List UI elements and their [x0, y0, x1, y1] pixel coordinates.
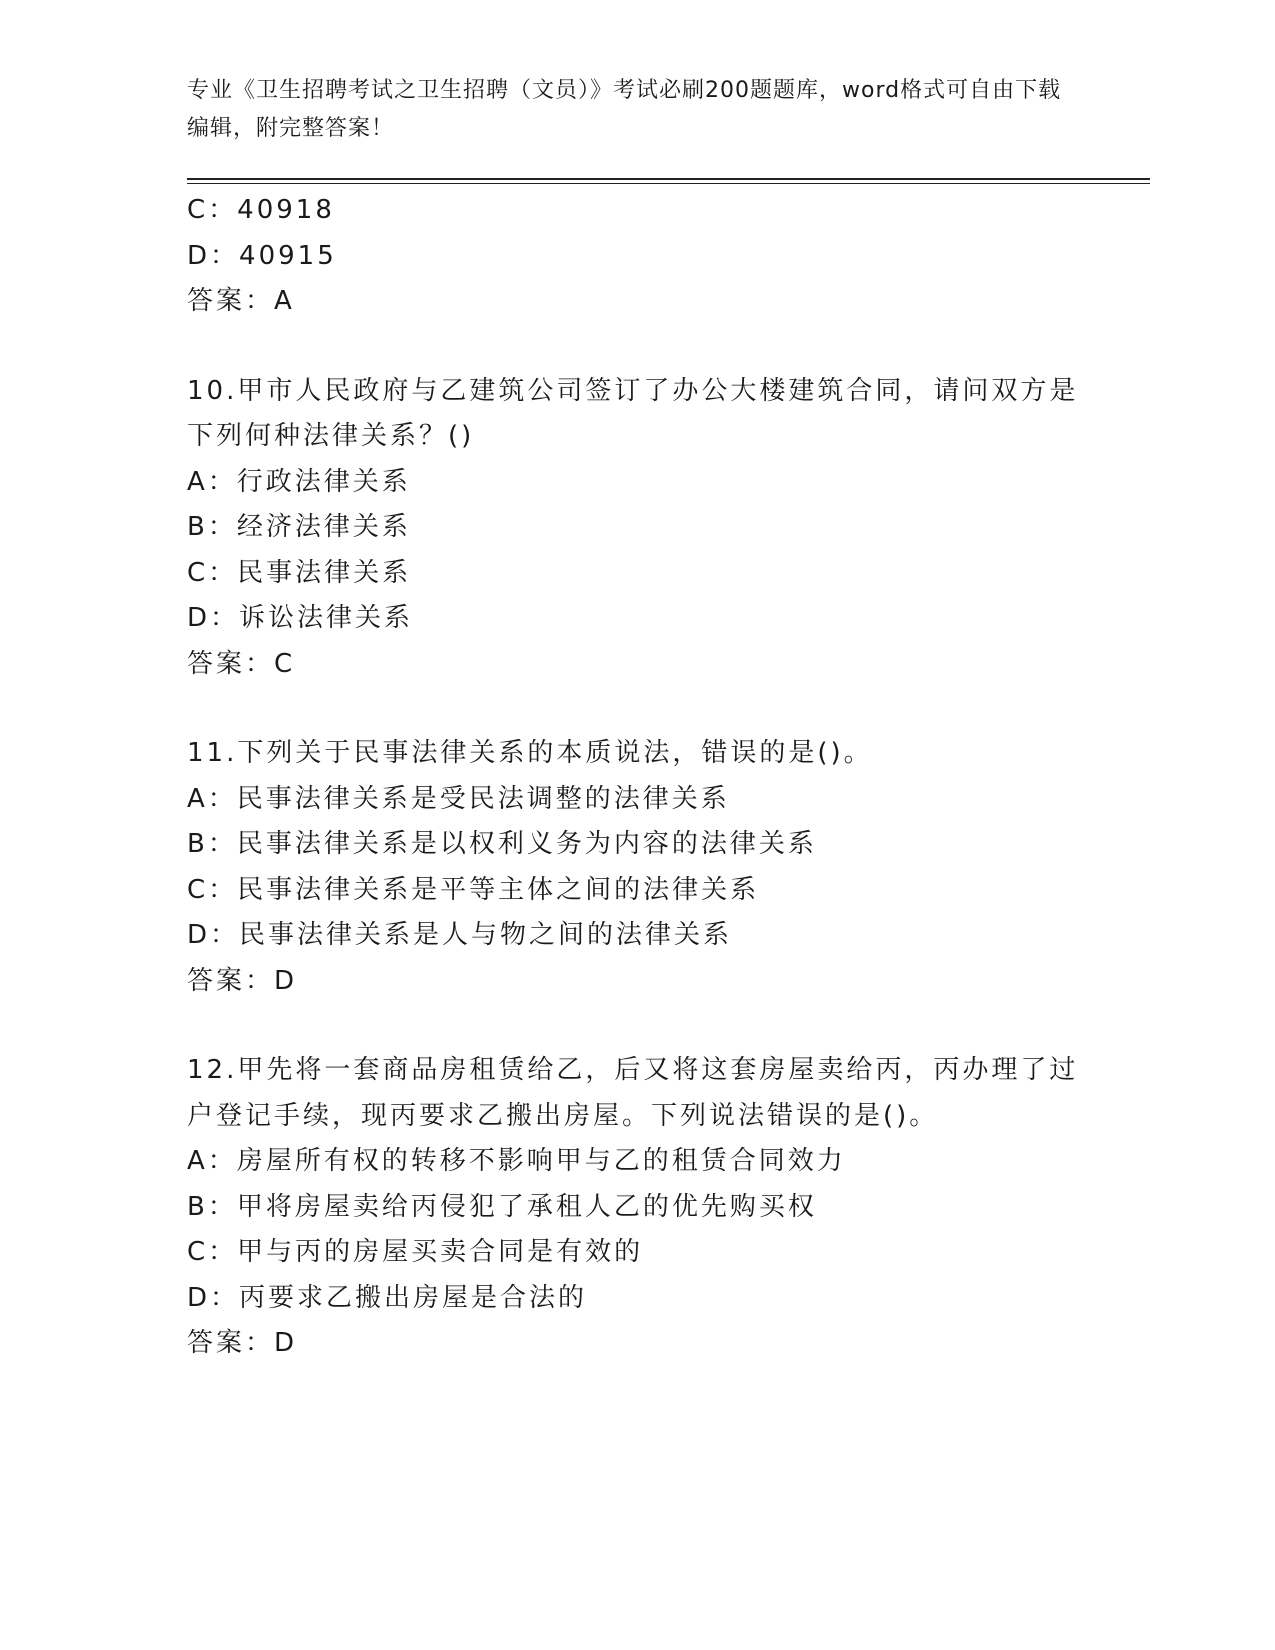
header-divider-thin [187, 183, 1150, 184]
option-d [187, 596, 1087, 642]
option-a [187, 777, 1087, 823]
option-label: A： [187, 1146, 237, 1176]
option-text: 民事法律关系是以权利义务为内容的法律关系 [236, 829, 817, 859]
option-text: 丙要求乙搬出房屋是合法的 [239, 1282, 588, 1313]
question-11 [187, 731, 1087, 1004]
answer-line: 答案：C [187, 648, 296, 679]
option-label: D： [187, 920, 240, 950]
option-d [187, 234, 1087, 280]
option-text: 行政法律关系 [236, 466, 411, 497]
option-label: D： [187, 603, 240, 633]
question-text: 11.下列关于民事法律关系的本质说法，错误的是()。 [187, 738, 873, 768]
option-b [187, 505, 1087, 551]
option-text: 民事法律关系是受民法调整的法律关系 [236, 783, 730, 814]
option-label: C： [187, 195, 238, 225]
option-text: 甲将房屋卖给丙侵犯了承租人乙的优先购买权 [236, 1191, 817, 1222]
option-label: C： [187, 874, 238, 905]
option-text: 经济法律关系 [236, 512, 411, 542]
option-text: 40918 [237, 195, 335, 225]
option-a [187, 460, 1087, 506]
answer-line: 答案：D [187, 965, 298, 996]
option-text: 诉讼法律关系 [239, 603, 414, 633]
option-text: 民事法律关系是平等主体之间的法律关系 [237, 874, 760, 905]
question-text: 12.甲先将一套商品房租赁给乙，后又将这套房屋卖给丙，丙办理了过户登记手续，现丙要求乙搬出房屋。下列说法错误的是()。 [187, 1055, 1079, 1131]
question-12 [187, 1048, 1087, 1367]
option-label: B： [187, 1191, 237, 1222]
option-d [187, 1276, 1087, 1322]
option-label: A： [187, 466, 237, 497]
option-label: C： [187, 1237, 238, 1267]
option-a [187, 1139, 1087, 1185]
option-text: 甲与丙的房屋买卖合同是有效的 [237, 1237, 644, 1267]
option-label: B： [187, 512, 237, 542]
answer-line: 答案：A [187, 286, 295, 316]
option-b [187, 1185, 1087, 1231]
header-divider-thick [187, 178, 1150, 180]
option-text: 房屋所有权的转移不影响甲与乙的租赁合同效力 [236, 1146, 846, 1176]
option-b [187, 822, 1087, 868]
option-label: D： [187, 1282, 240, 1313]
option-text: 民事法律关系 [237, 557, 412, 588]
question-text: 10.甲市人民政府与乙建筑公司签订了办公大楼建筑合同，请问双方是下列何种法律关系？() [187, 375, 1079, 451]
option-label: A： [187, 783, 237, 814]
option-c [187, 188, 1087, 234]
option-label: B： [187, 829, 237, 859]
option-text: 40915 [239, 240, 337, 271]
question-list [187, 188, 1087, 1367]
option-c [187, 551, 1087, 597]
option-text: 民事法律关系是人与物之间的法律关系 [239, 920, 733, 950]
option-label: D： [187, 240, 240, 271]
option-label: C： [187, 557, 238, 588]
option-d [187, 913, 1087, 959]
question-10 [187, 369, 1087, 688]
option-c [187, 1230, 1087, 1276]
carryover-block [187, 188, 1087, 325]
answer-line: 答案：D [187, 1328, 298, 1358]
option-c [187, 868, 1087, 914]
document-header: 专业《卫生招聘考试之卫生招聘（文员）》考试必刷200题题库，word格式可自由下载编辑，附完整答案！ [187, 78, 1062, 141]
